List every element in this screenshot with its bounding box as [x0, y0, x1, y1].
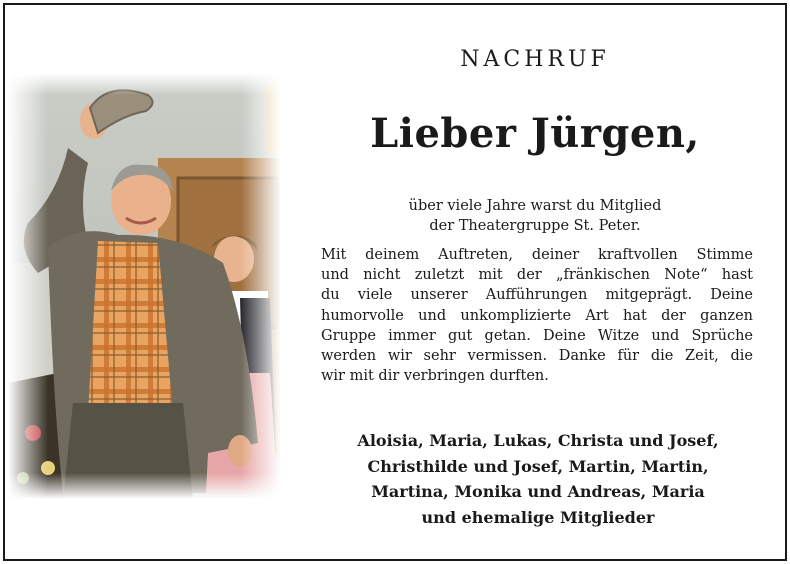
intro-line: der Theatergruppe St. Peter. — [429, 218, 641, 234]
tribute-text — [321, 245, 753, 386]
memorial-photo — [8, 73, 281, 499]
intro-line: über viele Jahre warst du Mitglied — [408, 198, 662, 214]
notice-title: Lieber Jürgen, — [370, 110, 700, 157]
signature-line: Martina, Monika und Andreas, Maria — [371, 482, 705, 501]
tribute-line: wir mit dir verbringen durften. — [321, 368, 549, 385]
tribute-line: humorvolle und unkomplizierte Art hat der ganzen — [321, 307, 753, 324]
signature-line: Christhilde und Josef, Martin, Martin, — [367, 456, 709, 476]
tribute-line: werden wir sehr vermissen. Danke für die Zeit, die — [321, 348, 753, 365]
tribute-line: und nicht zuletzt mit der „fränkischen Note“ hast — [321, 267, 753, 284]
tribute-line: Gruppe immer gut getan. Deine Witze und Sprüche — [321, 327, 753, 344]
obituary-frame — [3, 3, 787, 561]
tribute-line: du viele unserer Aufführungen mitgeprägt. Deine — [321, 287, 753, 304]
signature-block — [323, 428, 753, 530]
notice-kicker: NACHRUF — [460, 47, 610, 72]
signature-line: und ehemalige Mitglieder — [421, 507, 655, 527]
signature-line: Aloisia, Maria, Lukas, Christa und Josef, — [357, 431, 719, 450]
intro-text — [325, 196, 745, 236]
tribute-line: Mit deinem Auftreten, deiner kraftvollen Stimme — [321, 247, 753, 263]
